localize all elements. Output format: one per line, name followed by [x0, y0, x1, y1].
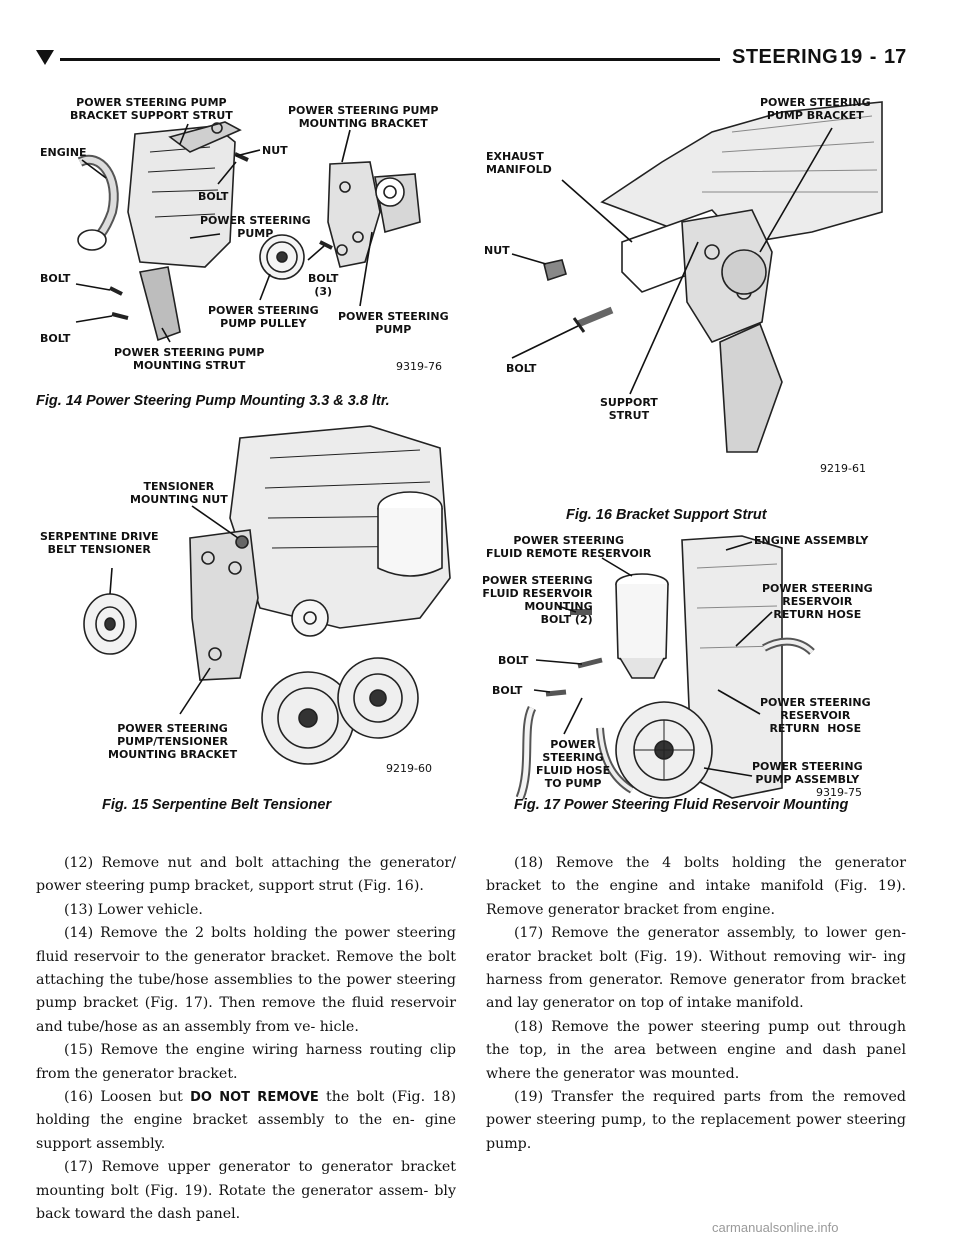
- figure-14: [40, 92, 460, 392]
- header-rule: [60, 58, 720, 61]
- label-bolt-1: BOLT: [498, 654, 529, 667]
- label-remote-reservoir: POWER STEERING FLUID REMOTE RESERVOIR: [486, 534, 652, 560]
- figure-16: [482, 92, 922, 504]
- step-14: (14) Remove the 2 bolts holding the power steering fluid reservoir to the generator bracket. Remove the bolt attaching the tube/hose assemblies to the power steering pump bracket (Fig. 17). Then remove the fluid reservoir and tube/hose as an assembly from ve- hicle.: [36, 925, 456, 1035]
- fig15-illustration: [40, 418, 460, 790]
- label-pump-pulley: POWER STEERING PUMP PULLEY: [208, 304, 319, 330]
- step-16-after: the bolt (Fig. 18) holding the engine bracket assembly to the en- gine support assembly.: [36, 1089, 456, 1152]
- label-mounting-bracket: POWER STEERING PUMP MOUNTING BRACKET: [288, 104, 439, 130]
- fig14-caption: Fig. 14 Power Steering Pump Mounting 3.3 & 3.8 ltr.: [36, 393, 390, 409]
- label-nut: NUT: [484, 244, 510, 257]
- label-return-hose-2: POWER STEERING RESERVOIR RETURN HOSE: [760, 696, 871, 735]
- label-nut: NUT: [262, 144, 288, 157]
- label-pump-bracket: POWER STEERING PUMP BRACKET: [760, 96, 871, 122]
- figure-17: [482, 528, 922, 824]
- step-17: (17) Remove upper generator to generator bracket mounting bolt (Fig. 19). Rotate the generator assem- bly back toward the dash panel.: [36, 1159, 456, 1223]
- label-tensioner-bracket: POWER STEERING PUMP/TENSIONER MOUNTING BRACKET: [108, 722, 238, 761]
- fig14-code: 9319-76: [396, 360, 442, 373]
- fig15-caption: Fig. 15 Serpentine Belt Tensioner: [102, 797, 332, 813]
- page-header: [36, 44, 924, 72]
- label-tensioner-nut: TENSIONER MOUNTING NUT: [130, 480, 228, 506]
- label-return-hose-1: POWER STEERING RESERVOIR RETURN HOSE: [762, 582, 873, 621]
- label-reservoir-bolt: POWER STEERING FLUID RESERVOIR MOUNTING BOLT (2): [482, 574, 593, 626]
- fig16-caption: Fig. 16 Bracket Support Strut: [566, 507, 767, 523]
- label-exhaust-manifold: EXHAUST MANIFOLD: [486, 150, 552, 176]
- label-engine-assembly: ENGINE ASSEMBLY: [754, 534, 869, 547]
- step-16-before: (16) Loosen but: [64, 1089, 191, 1106]
- label-pump-assembly: POWER STEERING PUMP ASSEMBLY: [752, 760, 863, 786]
- label-support-strut: SUPPORT STRUT: [600, 396, 658, 422]
- step-16-warning: DO NOT REMOVE: [190, 1090, 319, 1106]
- step-17b: (17) Remove the generator assembly, to lower gen- erator bracket bolt (Fig. 19). Without removing wir- ing harness from generator. Remove generator from bracket and lay generator on top of intake manifold.: [486, 925, 906, 1012]
- step-19: (19) Transfer the required parts from the removed power steering pump, to the replacement power steering pump.: [486, 1089, 906, 1152]
- label-mounting-strut: POWER STEERING PUMP MOUNTING STRUT: [114, 346, 265, 372]
- label-fluid-hose: POWER STEERING FLUID HOSE TO PUMP: [536, 738, 611, 790]
- fig16-code: 9219-61: [820, 462, 866, 475]
- figure-15: [40, 418, 460, 790]
- fig17-code: 9319-75: [816, 786, 862, 799]
- step-13: (13) Lower vehicle.: [64, 901, 203, 918]
- triangle-marker-icon: [36, 50, 54, 65]
- step-18b: (18) Remove the power steering pump out through the top, in the area between engine and dash panel where the generator was mounted.: [486, 1018, 906, 1082]
- text-column-left: [36, 852, 456, 1227]
- label-bolt-3: BOLT (3): [308, 272, 339, 298]
- fig15-code: 9219-60: [386, 762, 432, 775]
- label-engine: ENGINE: [40, 146, 87, 159]
- label-ps-pump-2: POWER STEERING PUMP: [338, 310, 449, 336]
- label-bolt: BOLT: [506, 362, 537, 375]
- label-bracket-support-strut: POWER STEERING PUMP BRACKET SUPPORT STRUT: [70, 96, 233, 122]
- label-ps-pump: POWER STEERING PUMP: [200, 214, 311, 240]
- label-bolt-left-1: BOLT: [40, 272, 71, 285]
- text-column-right: [486, 852, 906, 1156]
- label-bolt-left-2: BOLT: [40, 332, 71, 345]
- step-15: (15) Remove the engine wiring harness routing clip from the generator bracket.: [36, 1042, 456, 1082]
- label-bolt-2: BOLT: [492, 684, 523, 697]
- watermark: carmanualsonline.info: [712, 1220, 839, 1235]
- section-title: STEERING: [732, 46, 839, 68]
- label-serpentine-tensioner: SERPENTINE DRIVE BELT TENSIONER: [40, 530, 159, 556]
- page-number: 19 - 17: [840, 46, 907, 68]
- step-18a: (18) Remove the 4 bolts holding the generator bracket to the engine and intake manifold (Fig. 19). Remove generator bracket from engine.: [486, 855, 906, 918]
- step-16: [36, 1086, 456, 1156]
- label-bolt-top: BOLT: [198, 190, 229, 203]
- fig17-caption: Fig. 17 Power Steering Fluid Reservoir Mounting: [514, 797, 849, 813]
- step-12: (12) Remove nut and bolt attaching the generator/ power steering pump bracket, support strut (Fig. 16).: [36, 855, 456, 895]
